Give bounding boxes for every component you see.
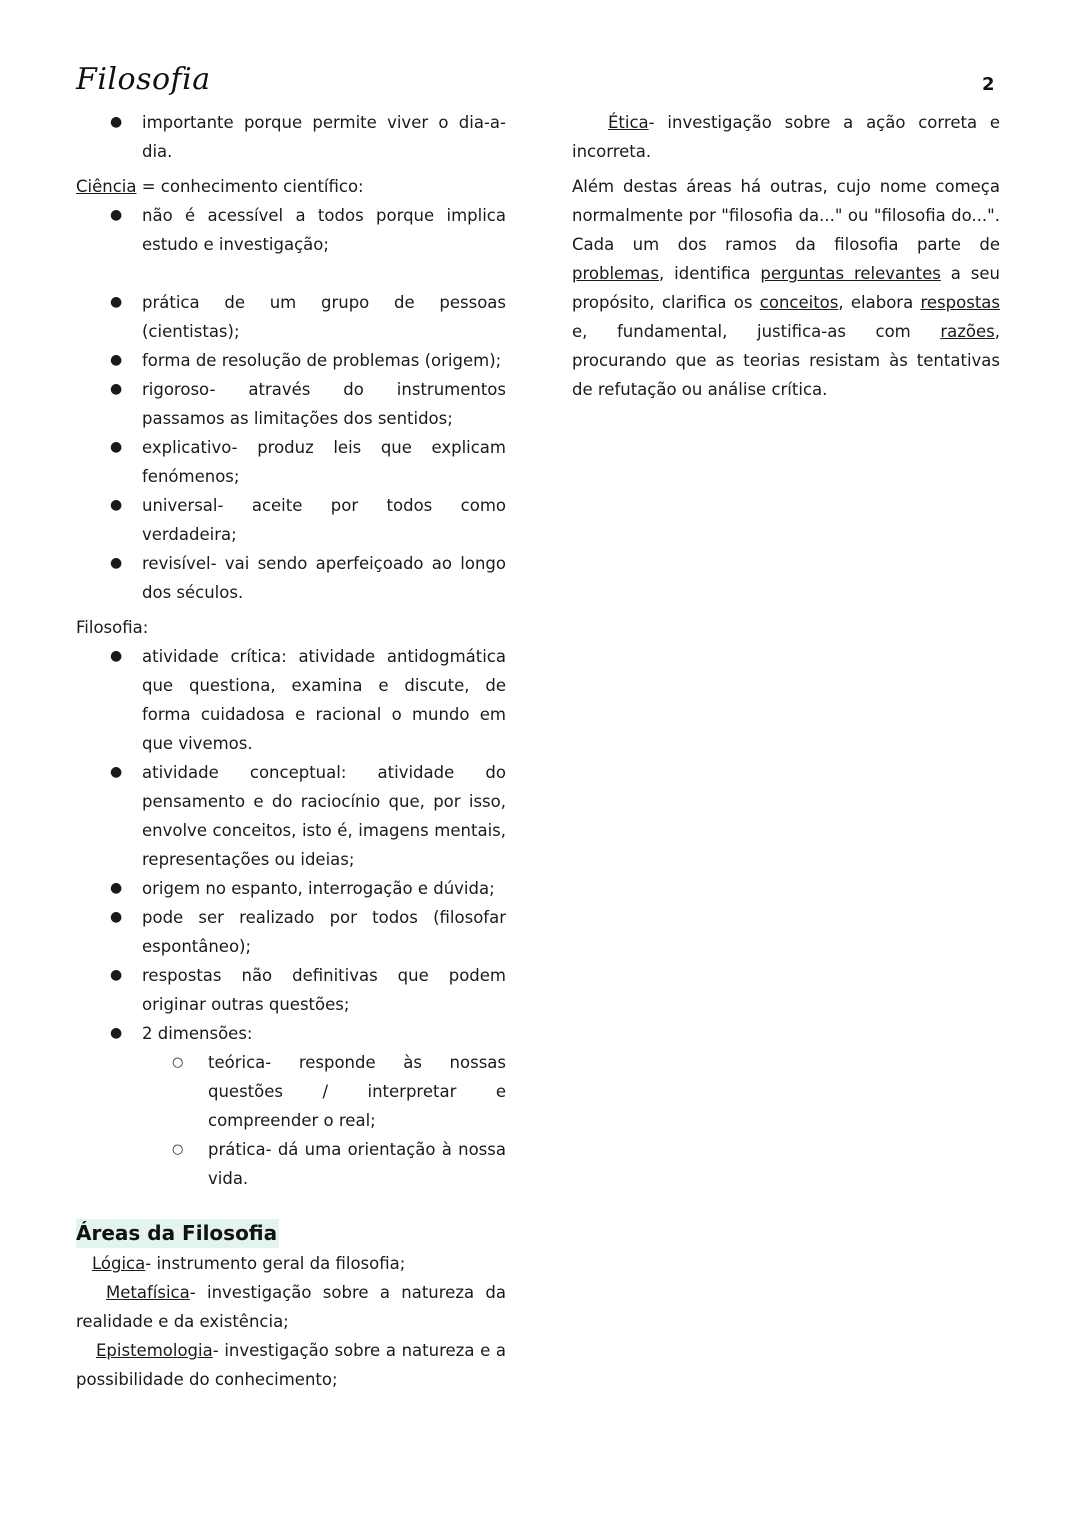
area-metafisica	[76, 1278, 506, 1336]
hollow-bullet-icon: ○	[172, 1055, 184, 1070]
area-etica	[572, 108, 1000, 166]
area-text: - instrumento geral da filosofia;	[145, 1254, 406, 1273]
list-item	[76, 346, 506, 375]
area-logica	[76, 1249, 506, 1278]
keyword-respostas: respostas	[920, 293, 1000, 312]
bullet-icon: ●	[110, 764, 123, 780]
area-epistemologia	[76, 1336, 506, 1394]
paragraph-text: a seu propósito, clarifica os	[572, 264, 1000, 312]
list-item-text: respostas não definitivas que podem originar outras questões;	[142, 966, 506, 1014]
list-item	[76, 491, 506, 549]
area-text: - investigação sobre a natureza e a possibilidade do conhecimento;	[76, 1341, 506, 1389]
list-item	[76, 1019, 506, 1048]
filosofia-list	[76, 642, 506, 1048]
sub-list-item-text: teórica- responde às nossas questões / interpretar e compreender o real;	[208, 1053, 506, 1130]
paragraph-text: Além destas áreas há outras, cujo nome começa normalmente por "filosofia da..." ou "filosofia do...". Cada um dos ramos da filosofia parte de	[572, 177, 1000, 254]
bullet-icon: ●	[110, 909, 123, 925]
list-item-text: atividade conceptual: atividade do pensamento e do raciocínio que, por isso, envolve conceitos, isto é, imagens mentais, representações ou ideias;	[142, 763, 506, 869]
keyword-perguntas: perguntas relevantes	[760, 264, 941, 283]
areas-heading: Áreas da Filosofia	[76, 1219, 279, 1248]
left-column	[76, 108, 506, 1394]
hollow-bullet-icon: ○	[172, 1142, 184, 1157]
bullet-icon: ●	[110, 880, 123, 896]
bullet-icon: ●	[110, 439, 123, 455]
area-term: Ética	[608, 113, 649, 132]
area-text: - investigação sobre a ação correta e incorreta.	[572, 113, 1000, 161]
list-item-text: atividade crítica: atividade antidogmática que questiona, examina e discute, de forma cuidadosa e racional o mundo em que vivemos.	[142, 647, 506, 753]
right-column	[572, 108, 1000, 404]
ciencia-definition	[76, 172, 506, 201]
sub-list-item-text: prática- dá uma orientação à nossa vida.	[208, 1140, 506, 1188]
list-item-text: não é acessível a todos porque implica estudo e investigação;	[142, 206, 506, 254]
list-item-text: importante porque permite viver o dia-a-dia.	[142, 113, 506, 161]
area-term: Lógica	[92, 1254, 146, 1273]
bullet-icon: ●	[110, 555, 123, 571]
bullet-icon: ●	[110, 497, 123, 513]
bullet-icon: ●	[110, 294, 123, 310]
branches-paragraph	[572, 172, 1000, 404]
page-number: 2	[982, 74, 995, 95]
list-item	[76, 903, 506, 961]
sub-list-item	[76, 1135, 506, 1193]
ciencia-list	[76, 201, 506, 607]
bullet-icon: ●	[110, 381, 123, 397]
list-item	[76, 961, 506, 1019]
area-text: - investigação sobre a natureza da realidade e da existência;	[76, 1283, 506, 1331]
list-item-text: prática de um grupo de pessoas (cientistas);	[142, 293, 506, 341]
bullet-icon: ●	[110, 1025, 123, 1041]
blank-line	[76, 259, 506, 288]
dimensions-list	[76, 1048, 506, 1193]
list-item-text: universal- aceite por todos como verdadeira;	[142, 496, 506, 544]
list-item	[76, 288, 506, 346]
list-item-text: pode ser realizado por todos (filosofar espontâneo);	[142, 908, 506, 956]
list-item	[76, 874, 506, 903]
list-item-text: explicativo- produz leis que explicam fenómenos;	[142, 438, 506, 486]
keyword-razoes: razões	[940, 322, 995, 341]
paragraph-text: , identifica	[658, 264, 761, 283]
paragraph-text: e, fundamental, justifica-as com	[572, 322, 941, 341]
bullet-icon: ●	[110, 648, 123, 664]
bullet-icon: ●	[110, 967, 123, 983]
ciencia-term: Ciência	[76, 177, 137, 196]
list-item-text: origem no espanto, interrogação e dúvida;	[142, 879, 495, 898]
list-item	[76, 201, 506, 259]
list-item	[76, 549, 506, 607]
list-item	[76, 108, 506, 166]
sub-list-item	[76, 1048, 506, 1135]
list-item	[76, 433, 506, 491]
list-item	[76, 642, 506, 758]
keyword-conceitos: conceitos	[759, 293, 839, 312]
bullet-icon: ●	[110, 207, 123, 223]
bullet-icon: ●	[110, 352, 123, 368]
keyword-problemas: problemas	[572, 264, 659, 283]
list-item-text: revisível- vai sendo aperfeiçoado ao longo dos séculos.	[142, 554, 506, 602]
area-term: Epistemologia	[96, 1341, 213, 1360]
ciencia-text: = conhecimento científico:	[136, 177, 364, 196]
area-term: Metafísica	[106, 1283, 190, 1302]
paragraph-text: , procurando que as teorias resistam às tentativas de refutação ou análise crítica.	[572, 322, 1000, 399]
list-item	[76, 758, 506, 874]
bullet-icon: ●	[110, 114, 123, 130]
list-item-text: 2 dimensões:	[142, 1024, 253, 1043]
list-item-text: forma de resolução de problemas (origem);	[142, 351, 502, 370]
filosofia-label: Filosofia:	[76, 618, 149, 637]
list-item	[76, 375, 506, 433]
intro-list	[76, 108, 506, 166]
list-item-text: rigoroso- através do instrumentos passamos as limitações dos sentidos;	[142, 380, 506, 428]
header-title: Filosofia	[76, 62, 211, 97]
paragraph-text: , elabora	[838, 293, 921, 312]
